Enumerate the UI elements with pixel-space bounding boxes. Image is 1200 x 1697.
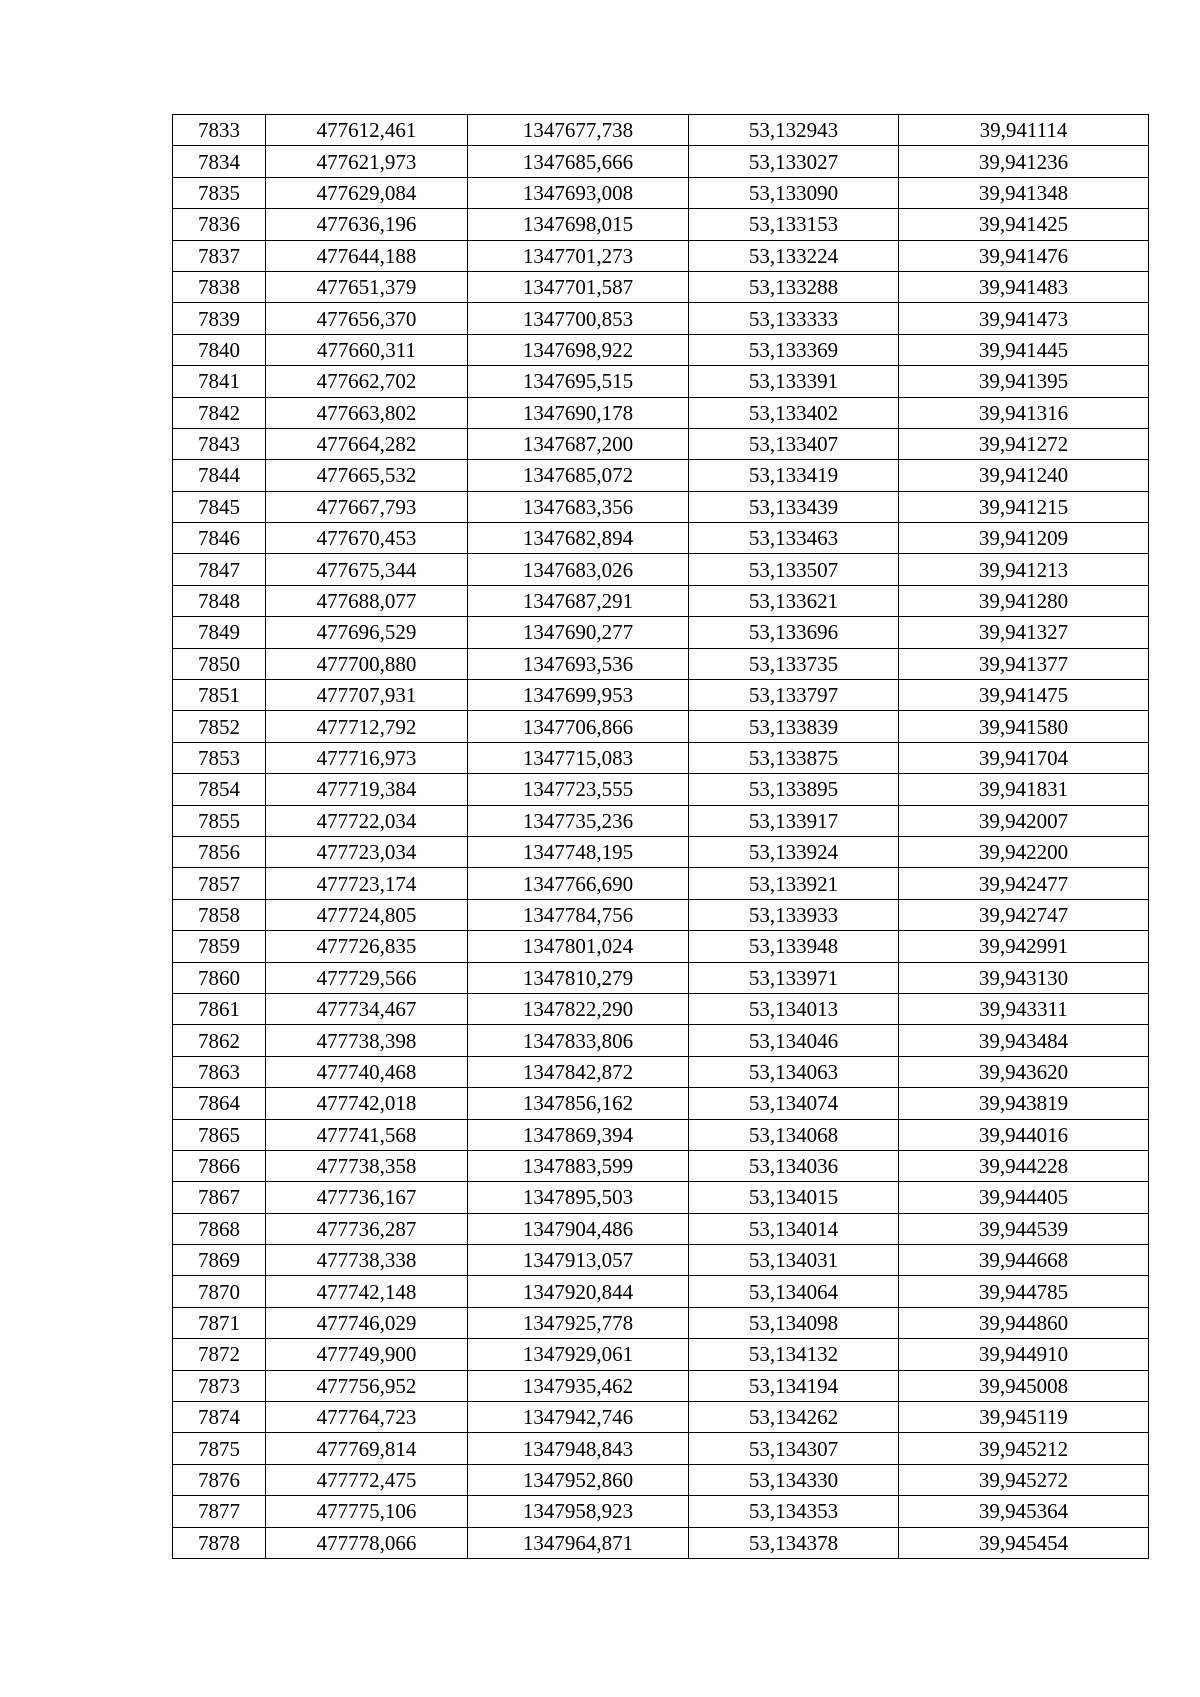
latitude-cell: 53,134036 xyxy=(689,1150,899,1181)
latitude-cell: 53,134307 xyxy=(689,1433,899,1464)
longitude-cell: 39,943819 xyxy=(899,1088,1149,1119)
longitude-cell: 39,943484 xyxy=(899,1025,1149,1056)
x-coordinate-cell: 477746,029 xyxy=(266,1307,468,1338)
x-coordinate-cell: 477716,973 xyxy=(266,742,468,773)
longitude-cell: 39,945272 xyxy=(899,1464,1149,1495)
longitude-cell: 39,945364 xyxy=(899,1496,1149,1527)
table-row xyxy=(173,931,1149,962)
x-coordinate-cell: 477775,106 xyxy=(266,1496,468,1527)
longitude-cell: 39,941425 xyxy=(899,209,1149,240)
y-coordinate-cell: 1347895,503 xyxy=(468,1182,689,1213)
x-coordinate-cell: 477696,529 xyxy=(266,617,468,648)
longitude-cell: 39,941476 xyxy=(899,240,1149,271)
table-row xyxy=(173,1088,1149,1119)
point-number-cell: 7868 xyxy=(173,1213,266,1244)
point-number-cell: 7856 xyxy=(173,836,266,867)
point-number-cell: 7870 xyxy=(173,1276,266,1307)
y-coordinate-cell: 1347842,872 xyxy=(468,1056,689,1087)
x-coordinate-cell: 477629,084 xyxy=(266,177,468,208)
y-coordinate-cell: 1347883,599 xyxy=(468,1150,689,1181)
x-coordinate-cell: 477719,384 xyxy=(266,774,468,805)
longitude-cell: 39,941473 xyxy=(899,303,1149,334)
latitude-cell: 53,133369 xyxy=(689,334,899,365)
point-number-cell: 7873 xyxy=(173,1370,266,1401)
point-number-cell: 7843 xyxy=(173,428,266,459)
x-coordinate-cell: 477656,370 xyxy=(266,303,468,334)
longitude-cell: 39,944668 xyxy=(899,1245,1149,1276)
point-number-cell: 7848 xyxy=(173,585,266,616)
point-number-cell: 7840 xyxy=(173,334,266,365)
longitude-cell: 39,941316 xyxy=(899,397,1149,428)
x-coordinate-cell: 477764,723 xyxy=(266,1402,468,1433)
latitude-cell: 53,133507 xyxy=(689,554,899,585)
y-coordinate-cell: 1347810,279 xyxy=(468,962,689,993)
point-number-cell: 7855 xyxy=(173,805,266,836)
y-coordinate-cell: 1347935,462 xyxy=(468,1370,689,1401)
table-row xyxy=(173,554,1149,585)
longitude-cell: 39,941272 xyxy=(899,428,1149,459)
longitude-cell: 39,944910 xyxy=(899,1339,1149,1370)
longitude-cell: 39,941445 xyxy=(899,334,1149,365)
table-row xyxy=(173,146,1149,177)
table-row xyxy=(173,523,1149,554)
table-row xyxy=(173,899,1149,930)
x-coordinate-cell: 477665,532 xyxy=(266,460,468,491)
y-coordinate-cell: 1347958,923 xyxy=(468,1496,689,1527)
table-row xyxy=(173,177,1149,208)
point-number-cell: 7877 xyxy=(173,1496,266,1527)
x-coordinate-cell: 477644,188 xyxy=(266,240,468,271)
table-row xyxy=(173,271,1149,302)
longitude-cell: 39,941236 xyxy=(899,146,1149,177)
point-number-cell: 7839 xyxy=(173,303,266,334)
x-coordinate-cell: 477675,344 xyxy=(266,554,468,585)
table-row xyxy=(173,115,1149,146)
longitude-cell: 39,943311 xyxy=(899,993,1149,1024)
x-coordinate-cell: 477736,167 xyxy=(266,1182,468,1213)
longitude-cell: 39,945008 xyxy=(899,1370,1149,1401)
x-coordinate-cell: 477621,973 xyxy=(266,146,468,177)
table-row xyxy=(173,1433,1149,1464)
latitude-cell: 53,133895 xyxy=(689,774,899,805)
x-coordinate-cell: 477651,379 xyxy=(266,271,468,302)
point-number-cell: 7864 xyxy=(173,1088,266,1119)
longitude-cell: 39,942477 xyxy=(899,868,1149,899)
x-coordinate-cell: 477660,311 xyxy=(266,334,468,365)
point-number-cell: 7875 xyxy=(173,1433,266,1464)
point-number-cell: 7871 xyxy=(173,1307,266,1338)
y-coordinate-cell: 1347948,843 xyxy=(468,1433,689,1464)
table-row xyxy=(173,742,1149,773)
y-coordinate-cell: 1347699,953 xyxy=(468,680,689,711)
y-coordinate-cell: 1347715,083 xyxy=(468,742,689,773)
point-number-cell: 7850 xyxy=(173,648,266,679)
point-number-cell: 7853 xyxy=(173,742,266,773)
latitude-cell: 53,134378 xyxy=(689,1527,899,1558)
point-number-cell: 7835 xyxy=(173,177,266,208)
table-row xyxy=(173,1150,1149,1181)
latitude-cell: 53,133875 xyxy=(689,742,899,773)
latitude-cell: 53,133948 xyxy=(689,931,899,962)
table-row xyxy=(173,1370,1149,1401)
longitude-cell: 39,941831 xyxy=(899,774,1149,805)
y-coordinate-cell: 1347685,666 xyxy=(468,146,689,177)
table-row xyxy=(173,491,1149,522)
latitude-cell: 53,134046 xyxy=(689,1025,899,1056)
x-coordinate-cell: 477736,287 xyxy=(266,1213,468,1244)
y-coordinate-cell: 1347856,162 xyxy=(468,1088,689,1119)
table-row xyxy=(173,1496,1149,1527)
latitude-cell: 53,133696 xyxy=(689,617,899,648)
table-row xyxy=(173,1339,1149,1370)
point-number-cell: 7859 xyxy=(173,931,266,962)
x-coordinate-cell: 477670,453 xyxy=(266,523,468,554)
y-coordinate-cell: 1347942,746 xyxy=(468,1402,689,1433)
latitude-cell: 53,133463 xyxy=(689,523,899,554)
latitude-cell: 53,133621 xyxy=(689,585,899,616)
table-row xyxy=(173,648,1149,679)
table-row xyxy=(173,711,1149,742)
y-coordinate-cell: 1347682,894 xyxy=(468,523,689,554)
y-coordinate-cell: 1347693,536 xyxy=(468,648,689,679)
y-coordinate-cell: 1347701,587 xyxy=(468,271,689,302)
table-row xyxy=(173,397,1149,428)
x-coordinate-cell: 477742,148 xyxy=(266,1276,468,1307)
y-coordinate-cell: 1347735,236 xyxy=(468,805,689,836)
y-coordinate-cell: 1347687,291 xyxy=(468,585,689,616)
x-coordinate-cell: 477740,468 xyxy=(266,1056,468,1087)
latitude-cell: 53,133224 xyxy=(689,240,899,271)
latitude-cell: 53,133391 xyxy=(689,366,899,397)
x-coordinate-cell: 477729,566 xyxy=(266,962,468,993)
y-coordinate-cell: 1347723,555 xyxy=(468,774,689,805)
table-row xyxy=(173,428,1149,459)
y-coordinate-cell: 1347766,690 xyxy=(468,868,689,899)
point-number-cell: 7857 xyxy=(173,868,266,899)
latitude-cell: 53,134068 xyxy=(689,1119,899,1150)
latitude-cell: 53,134013 xyxy=(689,993,899,1024)
longitude-cell: 39,941704 xyxy=(899,742,1149,773)
y-coordinate-cell: 1347913,057 xyxy=(468,1245,689,1276)
x-coordinate-cell: 477738,358 xyxy=(266,1150,468,1181)
longitude-cell: 39,942991 xyxy=(899,931,1149,962)
x-coordinate-cell: 477664,282 xyxy=(266,428,468,459)
latitude-cell: 53,133027 xyxy=(689,146,899,177)
point-number-cell: 7861 xyxy=(173,993,266,1024)
point-number-cell: 7851 xyxy=(173,680,266,711)
longitude-cell: 39,941215 xyxy=(899,491,1149,522)
coordinates-table xyxy=(172,114,1149,1559)
point-number-cell: 7872 xyxy=(173,1339,266,1370)
x-coordinate-cell: 477726,835 xyxy=(266,931,468,962)
point-number-cell: 7844 xyxy=(173,460,266,491)
latitude-cell: 53,133333 xyxy=(689,303,899,334)
y-coordinate-cell: 1347964,871 xyxy=(468,1527,689,1558)
latitude-cell: 53,134064 xyxy=(689,1276,899,1307)
longitude-cell: 39,945454 xyxy=(899,1527,1149,1558)
longitude-cell: 39,941395 xyxy=(899,366,1149,397)
point-number-cell: 7849 xyxy=(173,617,266,648)
y-coordinate-cell: 1347683,026 xyxy=(468,554,689,585)
longitude-cell: 39,941483 xyxy=(899,271,1149,302)
table-row xyxy=(173,962,1149,993)
longitude-cell: 39,944228 xyxy=(899,1150,1149,1181)
latitude-cell: 53,133402 xyxy=(689,397,899,428)
y-coordinate-cell: 1347869,394 xyxy=(468,1119,689,1150)
y-coordinate-cell: 1347952,860 xyxy=(468,1464,689,1495)
table-row xyxy=(173,303,1149,334)
table-row xyxy=(173,774,1149,805)
table-row xyxy=(173,209,1149,240)
x-coordinate-cell: 477724,805 xyxy=(266,899,468,930)
longitude-cell: 39,941213 xyxy=(899,554,1149,585)
y-coordinate-cell: 1347784,756 xyxy=(468,899,689,930)
latitude-cell: 53,133921 xyxy=(689,868,899,899)
point-number-cell: 7838 xyxy=(173,271,266,302)
latitude-cell: 53,133419 xyxy=(689,460,899,491)
latitude-cell: 53,134353 xyxy=(689,1496,899,1527)
latitude-cell: 53,133153 xyxy=(689,209,899,240)
longitude-cell: 39,941240 xyxy=(899,460,1149,491)
longitude-cell: 39,941327 xyxy=(899,617,1149,648)
longitude-cell: 39,941377 xyxy=(899,648,1149,679)
x-coordinate-cell: 477778,066 xyxy=(266,1527,468,1558)
longitude-cell: 39,941209 xyxy=(899,523,1149,554)
table-row xyxy=(173,1213,1149,1244)
y-coordinate-cell: 1347690,178 xyxy=(468,397,689,428)
latitude-cell: 53,133797 xyxy=(689,680,899,711)
y-coordinate-cell: 1347904,486 xyxy=(468,1213,689,1244)
point-number-cell: 7845 xyxy=(173,491,266,522)
point-number-cell: 7846 xyxy=(173,523,266,554)
longitude-cell: 39,943620 xyxy=(899,1056,1149,1087)
longitude-cell: 39,943130 xyxy=(899,962,1149,993)
latitude-cell: 53,133839 xyxy=(689,711,899,742)
point-number-cell: 7842 xyxy=(173,397,266,428)
x-coordinate-cell: 477667,793 xyxy=(266,491,468,522)
coordinates-table-body xyxy=(173,115,1149,1559)
y-coordinate-cell: 1347693,008 xyxy=(468,177,689,208)
x-coordinate-cell: 477612,461 xyxy=(266,115,468,146)
point-number-cell: 7854 xyxy=(173,774,266,805)
point-number-cell: 7858 xyxy=(173,899,266,930)
latitude-cell: 53,134330 xyxy=(689,1464,899,1495)
table-row xyxy=(173,1056,1149,1087)
longitude-cell: 39,944016 xyxy=(899,1119,1149,1150)
x-coordinate-cell: 477663,802 xyxy=(266,397,468,428)
point-number-cell: 7833 xyxy=(173,115,266,146)
point-number-cell: 7878 xyxy=(173,1527,266,1558)
latitude-cell: 53,133924 xyxy=(689,836,899,867)
y-coordinate-cell: 1347698,015 xyxy=(468,209,689,240)
point-number-cell: 7876 xyxy=(173,1464,266,1495)
point-number-cell: 7836 xyxy=(173,209,266,240)
latitude-cell: 53,134098 xyxy=(689,1307,899,1338)
longitude-cell: 39,944785 xyxy=(899,1276,1149,1307)
point-number-cell: 7869 xyxy=(173,1245,266,1276)
longitude-cell: 39,944405 xyxy=(899,1182,1149,1213)
x-coordinate-cell: 477772,475 xyxy=(266,1464,468,1495)
x-coordinate-cell: 477769,814 xyxy=(266,1433,468,1464)
table-row xyxy=(173,1245,1149,1276)
y-coordinate-cell: 1347833,806 xyxy=(468,1025,689,1056)
table-row xyxy=(173,1276,1149,1307)
longitude-cell: 39,944860 xyxy=(899,1307,1149,1338)
table-row xyxy=(173,334,1149,365)
point-number-cell: 7866 xyxy=(173,1150,266,1181)
x-coordinate-cell: 477723,174 xyxy=(266,868,468,899)
table-row xyxy=(173,1182,1149,1213)
longitude-cell: 39,942200 xyxy=(899,836,1149,867)
longitude-cell: 39,944539 xyxy=(899,1213,1149,1244)
y-coordinate-cell: 1347801,024 xyxy=(468,931,689,962)
latitude-cell: 53,132943 xyxy=(689,115,899,146)
point-number-cell: 7874 xyxy=(173,1402,266,1433)
latitude-cell: 53,134132 xyxy=(689,1339,899,1370)
x-coordinate-cell: 477741,568 xyxy=(266,1119,468,1150)
latitude-cell: 53,134014 xyxy=(689,1213,899,1244)
table-row xyxy=(173,585,1149,616)
y-coordinate-cell: 1347929,061 xyxy=(468,1339,689,1370)
x-coordinate-cell: 477738,338 xyxy=(266,1245,468,1276)
longitude-cell: 39,941475 xyxy=(899,680,1149,711)
y-coordinate-cell: 1347701,273 xyxy=(468,240,689,271)
table-row xyxy=(173,1527,1149,1558)
point-number-cell: 7865 xyxy=(173,1119,266,1150)
x-coordinate-cell: 477738,398 xyxy=(266,1025,468,1056)
point-number-cell: 7841 xyxy=(173,366,266,397)
x-coordinate-cell: 477742,018 xyxy=(266,1088,468,1119)
point-number-cell: 7860 xyxy=(173,962,266,993)
latitude-cell: 53,133439 xyxy=(689,491,899,522)
longitude-cell: 39,945119 xyxy=(899,1402,1149,1433)
point-number-cell: 7862 xyxy=(173,1025,266,1056)
y-coordinate-cell: 1347695,515 xyxy=(468,366,689,397)
y-coordinate-cell: 1347748,195 xyxy=(468,836,689,867)
x-coordinate-cell: 477722,034 xyxy=(266,805,468,836)
table-row xyxy=(173,240,1149,271)
point-number-cell: 7867 xyxy=(173,1182,266,1213)
latitude-cell: 53,134063 xyxy=(689,1056,899,1087)
table-row xyxy=(173,836,1149,867)
x-coordinate-cell: 477707,931 xyxy=(266,680,468,711)
longitude-cell: 39,941348 xyxy=(899,177,1149,208)
longitude-cell: 39,942747 xyxy=(899,899,1149,930)
table-row xyxy=(173,366,1149,397)
table-row xyxy=(173,1025,1149,1056)
table-row xyxy=(173,1307,1149,1338)
x-coordinate-cell: 477662,702 xyxy=(266,366,468,397)
point-number-cell: 7837 xyxy=(173,240,266,271)
table-row xyxy=(173,617,1149,648)
table-row xyxy=(173,868,1149,899)
latitude-cell: 53,134031 xyxy=(689,1245,899,1276)
longitude-cell: 39,941280 xyxy=(899,585,1149,616)
y-coordinate-cell: 1347685,072 xyxy=(468,460,689,491)
x-coordinate-cell: 477723,034 xyxy=(266,836,468,867)
latitude-cell: 53,133090 xyxy=(689,177,899,208)
latitude-cell: 53,133288 xyxy=(689,271,899,302)
latitude-cell: 53,134262 xyxy=(689,1402,899,1433)
y-coordinate-cell: 1347700,853 xyxy=(468,303,689,334)
table-row xyxy=(173,460,1149,491)
y-coordinate-cell: 1347920,844 xyxy=(468,1276,689,1307)
point-number-cell: 7863 xyxy=(173,1056,266,1087)
table-row xyxy=(173,1464,1149,1495)
table-row xyxy=(173,680,1149,711)
x-coordinate-cell: 477712,792 xyxy=(266,711,468,742)
x-coordinate-cell: 477749,900 xyxy=(266,1339,468,1370)
point-number-cell: 7852 xyxy=(173,711,266,742)
x-coordinate-cell: 477734,467 xyxy=(266,993,468,1024)
y-coordinate-cell: 1347677,738 xyxy=(468,115,689,146)
y-coordinate-cell: 1347690,277 xyxy=(468,617,689,648)
latitude-cell: 53,134194 xyxy=(689,1370,899,1401)
x-coordinate-cell: 477636,196 xyxy=(266,209,468,240)
x-coordinate-cell: 477756,952 xyxy=(266,1370,468,1401)
point-number-cell: 7847 xyxy=(173,554,266,585)
y-coordinate-cell: 1347925,778 xyxy=(468,1307,689,1338)
latitude-cell: 53,134074 xyxy=(689,1088,899,1119)
y-coordinate-cell: 1347822,290 xyxy=(468,993,689,1024)
x-coordinate-cell: 477688,077 xyxy=(266,585,468,616)
longitude-cell: 39,945212 xyxy=(899,1433,1149,1464)
latitude-cell: 53,133971 xyxy=(689,962,899,993)
latitude-cell: 53,133735 xyxy=(689,648,899,679)
x-coordinate-cell: 477700,880 xyxy=(266,648,468,679)
latitude-cell: 53,133917 xyxy=(689,805,899,836)
latitude-cell: 53,133933 xyxy=(689,899,899,930)
y-coordinate-cell: 1347706,866 xyxy=(468,711,689,742)
table-row xyxy=(173,1119,1149,1150)
longitude-cell: 39,941580 xyxy=(899,711,1149,742)
latitude-cell: 53,134015 xyxy=(689,1182,899,1213)
longitude-cell: 39,941114 xyxy=(899,115,1149,146)
longitude-cell: 39,942007 xyxy=(899,805,1149,836)
y-coordinate-cell: 1347683,356 xyxy=(468,491,689,522)
table-row xyxy=(173,993,1149,1024)
latitude-cell: 53,133407 xyxy=(689,428,899,459)
table-row xyxy=(173,805,1149,836)
y-coordinate-cell: 1347698,922 xyxy=(468,334,689,365)
point-number-cell: 7834 xyxy=(173,146,266,177)
y-coordinate-cell: 1347687,200 xyxy=(468,428,689,459)
table-row xyxy=(173,1402,1149,1433)
